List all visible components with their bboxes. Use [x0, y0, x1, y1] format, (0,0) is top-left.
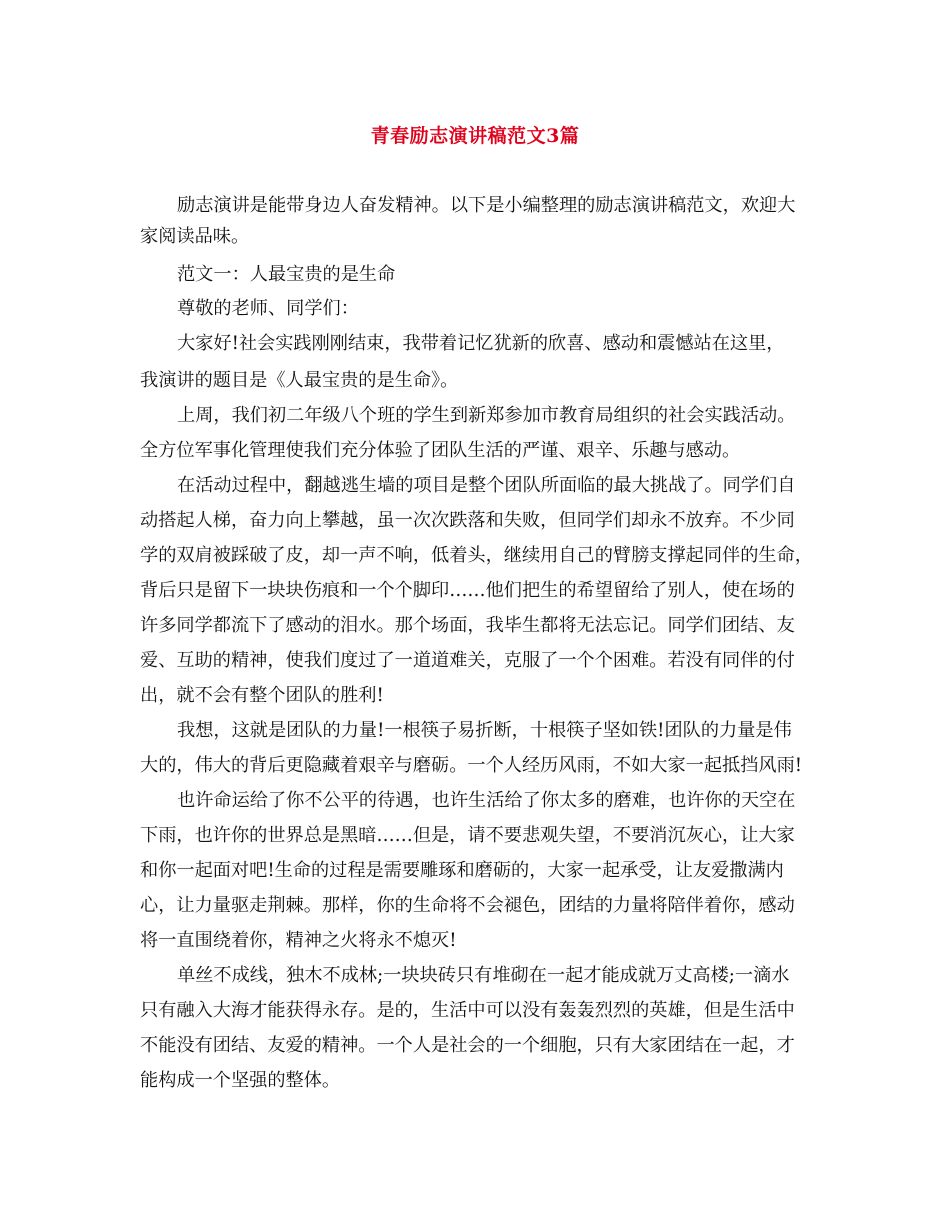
paragraph-line: 出，就不会有整个团队的胜利!	[140, 685, 384, 706]
paragraph-line: 范文一：人最宝贵的是生命	[177, 264, 396, 285]
paragraph-line: 下雨，也许你的世界总是黑暗……但是，请不要悲观失望，不要消沉灰心，让大家	[140, 825, 795, 846]
paragraph-line: 也许命运给了你不公平的待遇，也许生活给了你太多的磨难，也许你的天空在	[177, 790, 796, 811]
paragraph-line: 和你一起面对吧!生命的过程是需要雕琢和磨砺的，大家一起承受，让友爱撒满内	[140, 860, 784, 881]
paragraph-line: 励志演讲是能带身边人奋发精神。以下是小编整理的励志演讲稿范文，欢迎大	[177, 195, 796, 216]
paragraph-line: 家阅读品味。	[140, 226, 250, 247]
paragraph-line: 大的，伟大的背后更隐藏着艰辛与磨砺。一个人经历风雨，不如大家一起抵挡风雨!	[140, 755, 803, 776]
paragraph-line: 不能没有团结、友爱的精神。一个人是社会的一个细胞，只有大家团结在一起，才	[140, 1035, 795, 1056]
paragraph-line: 在活动过程中，翻越逃生墙的项目是整个团队所面临的最大挑战了。同学们自	[177, 475, 796, 496]
paragraph-line: 能构成一个坚强的整体。	[140, 1070, 341, 1091]
paragraph-line: 学的双肩被踩破了皮，却一声不响，低着头，继续用自己的臂膀支撑起同伴的生命，	[140, 545, 813, 566]
document-title: 青春励志演讲稿范文3篇	[370, 125, 580, 147]
paragraph-line: 我演讲的题目是《人最宝贵的是生命》。	[140, 370, 459, 391]
paragraph-line: 只有融入大海才能获得永存。是的，生活中可以没有轰轰烈烈的英雄，但是生活中	[140, 1000, 795, 1021]
paragraph-line: 背后只是留下一块块伤痕和一个个脚印……他们把生的希望留给了别人，使在场的	[140, 580, 795, 601]
paragraph-line: 全方位军事化管理使我们充分体验了团队生活的严谨、艰辛、乐趣与感动。	[140, 440, 741, 461]
paragraph-line: 单丝不成线，独木不成林;一块块砖只有堆砌在一起才能成就万丈高楼;一滴水	[177, 965, 790, 986]
paragraph-line: 心，让力量驱走荆棘。那样，你的生命将不会褪色，团结的力量将陪伴着你，感动	[140, 895, 795, 916]
paragraph-line: 尊敬的老师、同学们：	[177, 298, 359, 319]
paragraph-line: 我想，这就是团队的力量!一根筷子易折断，十根筷子坚如铁!团队的力量是伟	[177, 720, 792, 741]
paragraph-line: 爱、互助的精神，使我们度过了一道道难关，克服了一个个困难。若没有同伴的付	[140, 650, 795, 671]
paragraph-line: 上周，我们初二年级八个班的学生到新郑参加市教育局组织的社会实践活动。	[177, 405, 796, 426]
paragraph-line: 大家好!社会实践刚刚结束，我带着记忆犹新的欣喜、感动和震憾站在这里，	[177, 333, 785, 354]
paragraph-line: 将一直围绕着你，精神之火将永不熄灭!	[140, 930, 457, 951]
paragraph-line: 许多同学都流下了感动的泪水。那个场面，我毕生都将无法忘记。同学们团结、友	[140, 615, 795, 636]
paragraph-line: 动搭起人梯，奋力向上攀越，虽一次次跌落和失败，但同学们却永不放弃。不少同	[140, 510, 795, 531]
